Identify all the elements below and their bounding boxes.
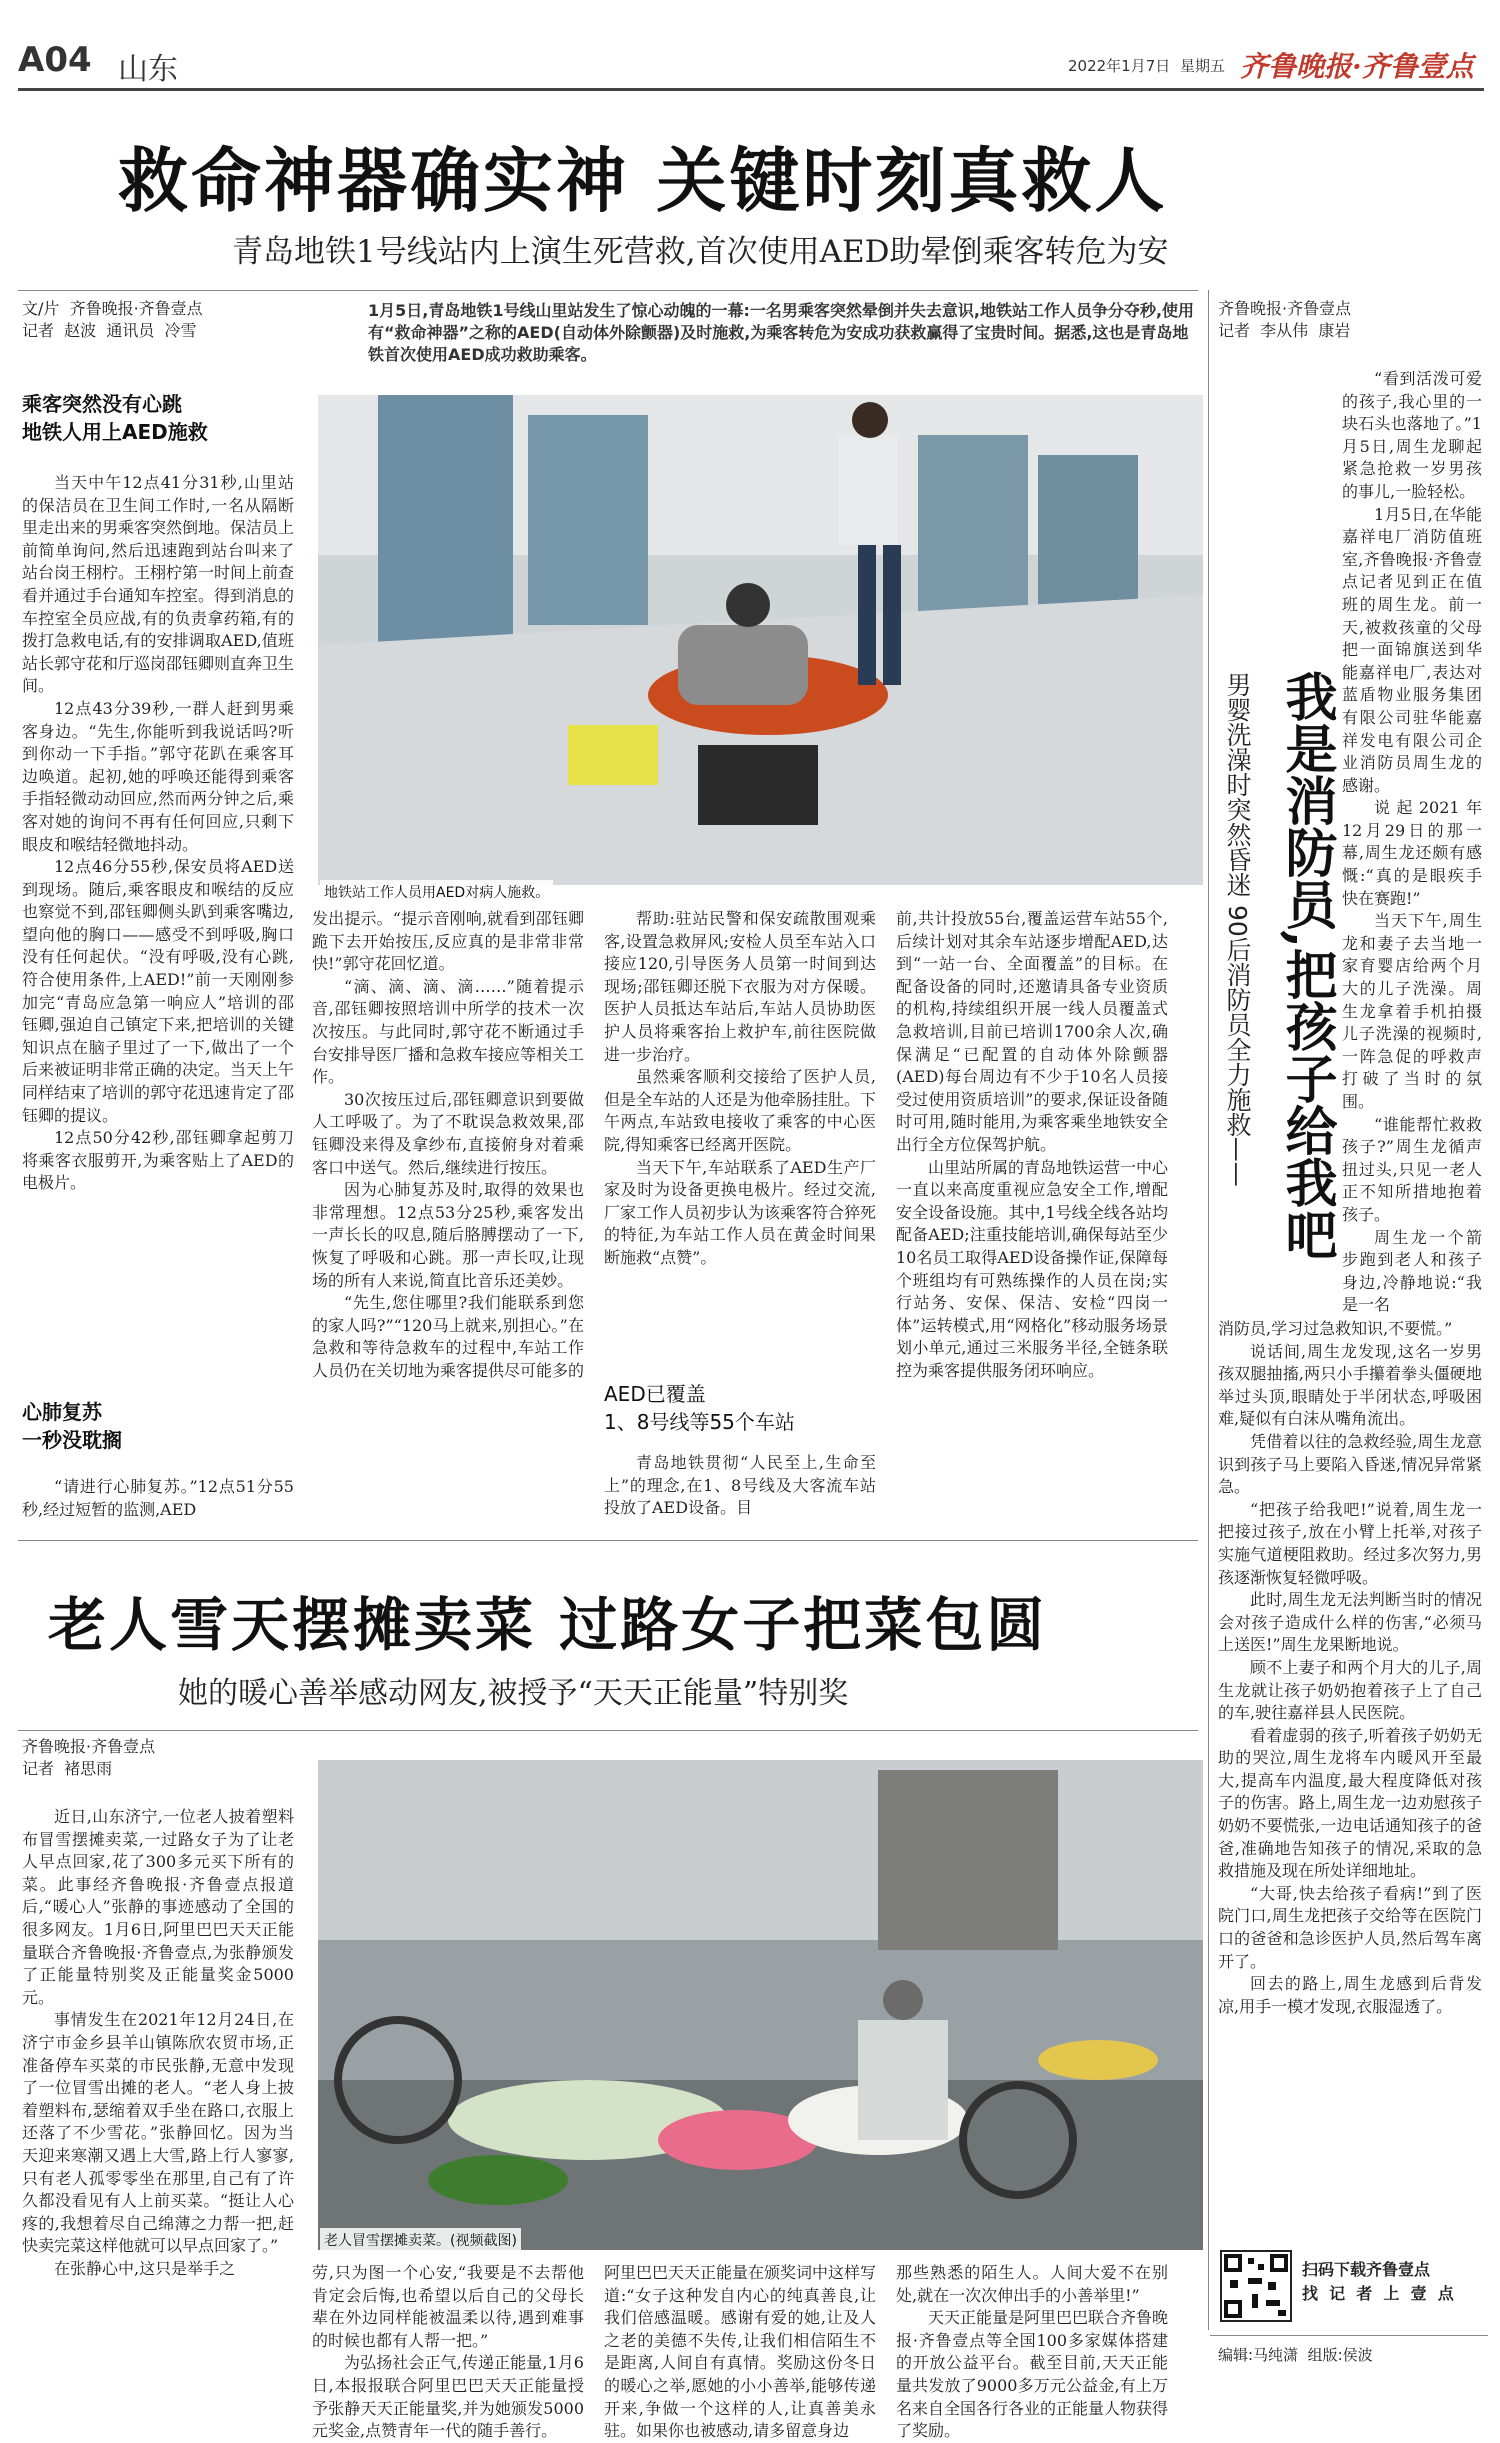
- article3-column-4-text: [896, 2262, 1168, 2443]
- paragraph: 消防员,学习过急救知识,不要慌。”: [1218, 1319, 1453, 1338]
- aed-rescue-photo: [318, 395, 1203, 885]
- article1-column-3: [604, 908, 876, 1378]
- article1-column-2-text: [312, 908, 584, 1382]
- article2-title: 我是消防员,把孩子给我吧: [1276, 670, 1337, 1261]
- paragraph: 12点50分42秒,邵钰卿拿起剪刀将乘客衣服剪开,为乘客贴上了AED的电极片。: [22, 1128, 294, 1193]
- paragraph: 劳,只为图一个心安,“我要是不去帮他肯定会后悔,也希望以后自己的父母长辈在外边同样能被温柔以待,遇到难事的时候也都有人帮一把。”: [312, 2263, 584, 2350]
- article2-column-top-text: [1342, 368, 1482, 1317]
- article1-column-1b: [22, 1476, 294, 1526]
- article3-title: 老人雪天摆摊卖菜 过路女子把菜包圆: [48, 1591, 1048, 1659]
- page-number: A04: [18, 40, 92, 80]
- qr-download-text: 扫码下载齐鲁壹点 找 记 者 上 壹 点: [1302, 2260, 1454, 2303]
- paragraph: “滴、滴、滴、滴……”随着提示音,邵钰卿按照培训中所学的技术一次次按压。与此同时,郭守花不断通过手台安排导医厂播和急救车接应等相关工作。: [312, 976, 585, 1087]
- article3-column-2: [312, 2262, 584, 2441]
- article2-column-top: [1342, 368, 1482, 1318]
- paragraph: “谁能帮忙救救孩子?”周生龙循声扭过头,只见一老人正不知所措地抱着孩子。: [1342, 1114, 1482, 1224]
- header-rule: [18, 88, 1484, 91]
- paragraph: 看着虚弱的孩子,听着孩子奶奶无助的哭泣,周生龙将车内暖风开至最大,提高车内温度,最大程度降低对孩子的伤害。路上,周生龙一边劝慰孩子奶奶不要慌张,一边电话通知孩子的爸爸,准确地告知孩子的情况,采取的急救措施及现在所处详细地址。: [1218, 1725, 1482, 1881]
- paragraph: 凭借着以往的急救经验,周生龙意识到孩子马上要陷入昏迷,情况异常紧急。: [1218, 1431, 1482, 1497]
- article3-column-3-text: [604, 2262, 876, 2443]
- article2-byline: 齐鲁晚报·齐鲁壹点 记者 李从伟 康岩: [1218, 299, 1352, 340]
- article3-column-2-text: [312, 2262, 584, 2443]
- qr-code-icon[interactable]: [1220, 2250, 1292, 2322]
- aed-rescue-image: [318, 395, 1203, 885]
- stall-photo-caption: 老人冒雪摆摊卖菜。(视频截图): [320, 2228, 521, 2252]
- rule: [18, 1540, 1198, 1541]
- paragraph: “请进行心肺复苏。”12点51分55秒,经过短暂的监测,AED: [22, 1477, 294, 1519]
- article1-subhead-1: 乘客突然没有心跳 地铁人用上AED施救: [22, 392, 208, 444]
- paragraph: 为弘扬社会正气,传递正能量,1月6日,本报报联合阿里巴巴天天正能量授予张静天天正能量奖,并为她颁发5000元奖金,点赞青年一代的随手善行。: [312, 2353, 584, 2441]
- article1-column-1-text: [22, 472, 294, 1195]
- paragraph: 那些熟悉的陌生人。人间大爱不在别处,就在一次次伸出手的小善举里!”: [896, 2263, 1168, 2305]
- editor-credit: 编辑:马纯潇 组版:侯波: [1218, 2346, 1373, 2364]
- rule: [18, 1730, 1198, 1731]
- paragraph: 青岛地铁贯彻“人民至上,生命至上”的理念,在1、8号线及大客流车站投放了AED设备。目: [604, 1453, 876, 1518]
- article2-subtitle: 男婴洗澡时突然昏迷 90后消防员全力施救——: [1223, 672, 1252, 1187]
- article1-column-4-text: [896, 908, 1168, 1382]
- article1-column-3-text: [604, 908, 876, 1270]
- paragraph: 山里站所属的青岛地铁运营一中心一直以来高度重视应急安全工作,增配安全设备设施。其中,1号线全线各站均配备AED;注重技能培训,确保每站至少10名员工取得AED设备操作证,保障每个班组均有可熟练操作的人员在岗;实行站务、安保、保洁、安检“四岗一体”运转模式,用“网格化”移动服务场景划小单元,通过三米服务半径,全链条联控为乘客提供服务闭环响应。: [896, 1157, 1169, 1380]
- paragraph: 说话间,周生龙发现,这名一岁男孩双腿抽搐,两只小手攥着拳头僵硬地举过头顶,眼睛处于半闭状态,呼吸困难,疑似有白沫从嘴角流出。: [1218, 1341, 1482, 1429]
- paragraph: 当天下午,周生龙和妻子去当地一家育婴店给两个月大的儿子洗澡。周生龙拿着手机拍摄儿子洗澡的视频时,一阵急促的呼救声打破了当时的氛围。: [1342, 911, 1482, 1111]
- paragraph: 当天中午12点41分31秒,山里站的保洁员在卫生间工作时,一名从隔断里走出来的男乘客突然倒地。保洁员上前简单询问,然后迅速跑到站台叫来了站台岗王栩柠。王栩柠第一时间上前查看并通过手台通知车控室。得到消息的车控室全员应战,有的负责拿药箱,有的拨打急救电话,有的安排调取AED,值班站长郭守花和厅巡岗邵钰卿则直奔卫生间。: [22, 473, 295, 696]
- article1-subhead-3: AED已覆盖 1、8号线等55个车站: [604, 1382, 795, 1434]
- section-region: 山东: [118, 52, 178, 87]
- aed-photo-caption: 地铁站工作人员用AED对病人施救。: [320, 880, 553, 904]
- article1-lead: 1月5日,青岛地铁1号线山里站发生了惊心动魄的一幕:一名男乘客突然晕倒并失去意识,地铁站工作人员争分夺秒,使用有“救命神器”之称的AED(自动体外除颤器)及时施救,为乘客转危为安成功获救赢得了宝贵时间。据悉,这也是青岛地铁首次使用AED成功救助乘客。: [368, 301, 1195, 364]
- article1-subhead-2: 心肺复苏 一秒没耽搁: [22, 1400, 122, 1452]
- article1-title: 救命神器确实神 关键时刻真救人: [118, 139, 1168, 222]
- newspaper-brand: 齐鲁晚报·齐鲁壹点: [1240, 50, 1474, 83]
- paragraph: 因为心肺复苏及时,取得的效果也非常理想。12点53分25秒,乘客发出一声长长的叹息,随后胳膊摆动了一下,恢复了呼吸和心跳。那一声长叹,让现场的所有人来说,简直比音乐还美妙。: [312, 1180, 584, 1290]
- article1-column-1b-text: [22, 1476, 294, 1521]
- paragraph: “看到活泼可爱的孩子,我心里的一块石头也落地了。”1月5日,周生龙聊起紧急抢救一岁男孩的事儿,一脸轻松。: [1342, 369, 1482, 501]
- paragraph: “大哥,快去给孩子看病!”到了医院门口,周生龙把孩子交给等在医院门口的爸爸和急诊医护人员,然后驾车离开了。: [1218, 1883, 1482, 1971]
- article3-column-3: [604, 2262, 877, 2441]
- article3-byline: 齐鲁晚报·齐鲁壹点 记者 褚思雨: [22, 1737, 156, 1778]
- paragraph: 在张静心中,这只是举手之: [54, 2258, 236, 2278]
- qr-pattern: [1222, 2252, 1290, 2320]
- paragraph: 此时,周生龙无法判断当时的情况会对孩子造成什么样的伤害,“必须马上送医!”周生龙果断地说。: [1218, 1590, 1482, 1655]
- article3-column-1: [22, 1806, 294, 2406]
- paragraph: 顾不上妻子和两个月大的儿子,周生龙就让孩子奶奶抱着孩子上了自己的车,驶往嘉祥县人民医院。: [1218, 1657, 1482, 1723]
- paragraph: 帮助:驻站民警和保安疏散围观乘客,设置急救屏风;安检人员至车站入口接应120,引导医务人员第一时间到达现场;邵钰卿还脱下衣服为对方保暖。医护人员抵达车站后,车站人员协助医护人员将乘客抬上救护车,前往医院做进一步治疗。: [604, 909, 876, 1064]
- paragraph: 天天正能量是阿里巴巴联合齐鲁晚报·齐鲁壹点等全国100多家媒体搭建的开放公益平台。截至目前,天天正能量共发放了9000多万元公益金,有上万名来自全国各行各业的正能量人物获得了奖励。: [896, 2308, 1169, 2441]
- article2-column-bottom-text: [1218, 1318, 1482, 2018]
- paragraph: 12点43分39秒,一群人赶到男乘客身边。“先生,你能听到我说话吗?听到你动一下手指。”郭守花趴在乘客耳边唤道。起初,她的呼唤还能得到乘客手指轻微动动回应,然而两分钟之后,乘客对她的询问不再有任何回应,只剩下眼皮和喉结轻微地抖动。: [22, 698, 294, 854]
- snow-vegetable-stall-photo: [318, 1760, 1203, 2250]
- paragraph: 阿里巴巴天天正能量在颁奖词中这样写道:“女子这种发自内心的纯真善良,让我们倍感温暖。感谢有爱的她,让及人之老的美德不失传,让我们相信陌生不是距离,人间自有真情。奖励这份冬日的暖心之举,愿她的小小善举,能够传递开来,争做一个这样的人,让真善美永驻。如果你也被感动,请多留意身边: [604, 2263, 877, 2441]
- article1-column-3b-text: [604, 1452, 876, 1520]
- article3-subtitle: 她的暖心善举感动网友,被授予“天天正能量”特别奖: [178, 1676, 849, 1711]
- rule: [18, 290, 1198, 291]
- article2-column-bottom: [1218, 1318, 1482, 2268]
- paragraph: “先生,您住哪里?我们能联系到您的家人吗?”“120马上就来,别担心。”在急救和等待急救车的过程中,车站工作人员仍在关切地为乘客提供尽可能多的: [312, 1293, 585, 1380]
- paragraph: 当天下午,车站联系了AED生产厂家及时为设备更换电极片。经过交流,厂家工作人员初步认为该乘客符合猝死的特征,为车站工作人员在黄金时间果断施救“点赞”。: [604, 1157, 877, 1267]
- article3-column-1-text: [22, 1806, 294, 2280]
- rule: [1210, 2335, 1488, 2336]
- paragraph: 前,共计投放55台,覆盖运营车站55个,后续计划对其余车站逐步增配AED,达到“一站一台、全面覆盖”的目标。在配备设备的同时,还邀请具备专业资质的机构,持续组织开展一线人员覆盖式急救培训,目前已培训1700余人次,确保满足“已配置的自动体外除颤器(AED)每台周边有不少于10名人员接受过使用资质培训”的要求,保证设备随时可用,随时能用,为乘客乘坐地铁安全出行全方位保驾护航。: [896, 909, 1168, 1154]
- issue-date: 2022年1月7日: [1068, 57, 1171, 75]
- paragraph: 虽然乘客顺利交接给了医护人员,但是全车站的人还是为他牵肠挂肚。下午两点,车站致电接收了乘客的中心医院,得知乘客已经离开医院。: [604, 1067, 877, 1154]
- vegetable-stall-image: [318, 1760, 1203, 2250]
- article1-byline: 文/片 齐鲁晚报·齐鲁壹点 记者 赵波 通讯员 冷雪: [22, 299, 203, 340]
- paragraph: 事情发生在2021年12月24日,在济宁市金乡县羊山镇陈欣农贸市场,正准备停车买菜的市民张静,无意中发现了一位冒雪出摊的老人。“老人身上披着塑料布,瑟缩着双手坐在路口,衣服上还落了不少雪花。”张静回忆。因为当天迎来寒潮又遇上大雪,路上行人寥寥,只有老人孤零零坐在那里,自己有了许久都没看见有人上前买菜。“挺让人心疼的,我想着尽自己绵薄之力帮一把,赶快卖完菜这样他就可以早点回家了。”: [22, 2010, 294, 2256]
- paragraph: 回去的路上,周生龙感到后背发凉,用手一模才发现,衣服湿透了。: [1218, 1974, 1482, 2016]
- issue-weekday: 星期五: [1180, 57, 1226, 75]
- article1-column-4: [896, 908, 1168, 1520]
- paragraph: “把孩子给我吧!”说着,周生龙一把接过孩子,放在小臂上托举,对孩子实施气道梗阻救助。经过多次努力,男孩逐渐恢复轻微呼吸。: [1218, 1499, 1482, 1587]
- article3-column-4: [896, 2262, 1169, 2441]
- paragraph: 近日,山东济宁,一位老人披着塑料布冒雪摆摊卖菜,一过路女子为了让老人早点回家,花了300多元买下所有的菜。此事经齐鲁晚报·齐鲁壹点报道后,“暖心人”张静的事迹感动了全国的很多网友。1月6日,阿里巴巴天天正能量联合齐鲁晚报·齐鲁壹点,为张静颁发了正能量特别奖及正能量奖金5000元。: [22, 1807, 294, 2007]
- article1-column-1: [22, 472, 294, 1398]
- article1-subtitle: 青岛地铁1号线站内上演生死营救,首次使用AED助晕倒乘客转危为安: [232, 234, 1169, 270]
- paragraph: 1月5日,在华能嘉祥电厂消防值班室,齐鲁晚报·齐鲁壹点记者见到正在值班的周生龙。前一天,被救孩童的父母把一面锦旗送到华能嘉祥电厂,表达对蓝盾物业服务集团有限公司驻华能嘉祥发电有限公司企业消防员周生龙的感谢。: [1342, 504, 1482, 795]
- article1-column-2: [312, 908, 584, 1520]
- rule: [1208, 290, 1209, 2330]
- paragraph: 说起2021年12月29日的那一幕,周生龙还颇有感慨:“真的是眼疾手快在赛跑!”: [1342, 798, 1482, 908]
- paragraph: 12点46分55秒,保安员将AED送到现场。随后,乘客眼皮和喉结的反应也察觉不到,邵钰卿侧头趴到乘客嘴边,望向他的胸口——感受不到呼吸,胸口没有任何起伏。“没有呼吸,没有心跳,符合使用条件,上AED!”前一天刚刚参加完“青岛应急第一响应人”培训的邵钰卿,强迫自己镇定下来,把培训的关键知识点在脑子里过了一下,做出了一个后来被证明非常正确的决定。当天上午同样结束了培训的郭守花迅速肯定了邵钰卿的提议。: [22, 857, 295, 1125]
- paragraph: 周生龙一个箭步跑到老人和孩子身边,冷静地说:“我是一名: [1342, 1227, 1482, 1315]
- paragraph: 发出提示。“提示音刚响,就看到邵钰卿跪下去开始按压,反应真的是非常非常快!”郭守花回忆道。: [312, 909, 584, 974]
- article1-column-3b: [604, 1452, 876, 1524]
- paragraph: 30次按压过后,邵钰卿意识到要做人工呼吸了。为了不耽误急救效果,邵钰卿没来得及拿纱布,直接俯身对着乘客口中送气。然后,继续进行按压。: [312, 1089, 584, 1177]
